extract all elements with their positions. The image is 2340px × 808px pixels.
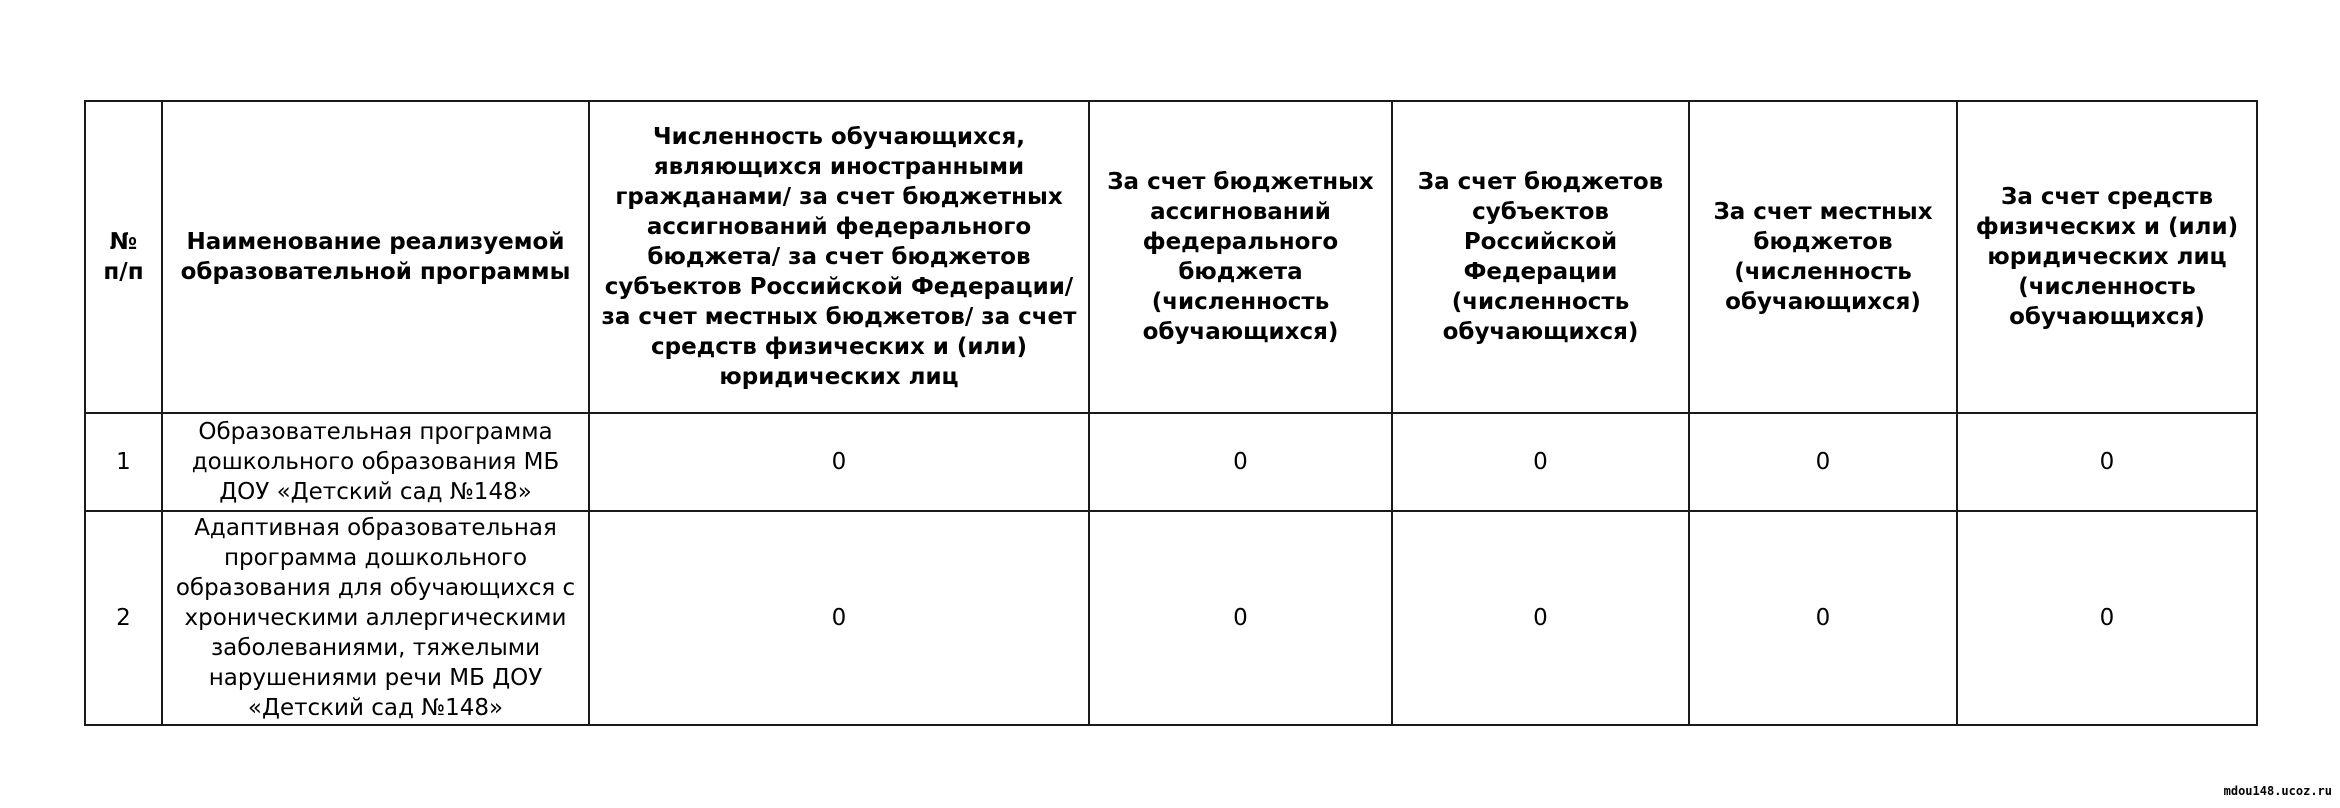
- header-federal-budget: За счет бюджетных ассигнований федерального бюджета (численность обучающихся): [1089, 101, 1392, 413]
- header-program-name: Наименование реализуемой образовательной программы: [162, 101, 589, 413]
- row-regional-value: 0: [1392, 511, 1689, 725]
- table-header: [85, 101, 2257, 413]
- header-private-funds: За счет средств физических и (или) юридических лиц (численность обучающихся): [1957, 101, 2257, 413]
- row-federal-value: 0: [1089, 413, 1392, 511]
- programs-table: [84, 100, 2258, 726]
- header-row: [85, 101, 2257, 413]
- row-private-value: 0: [1957, 413, 2257, 511]
- row-number: 2: [85, 511, 162, 725]
- row-regional-value: 0: [1392, 413, 1689, 511]
- header-number: № п/п: [85, 101, 162, 413]
- table-row: [85, 511, 2257, 725]
- header-regional-budget: За счет бюджетов субъектов Российской Федерации (численность обучающихся): [1392, 101, 1689, 413]
- row-foreign-value: 0: [589, 511, 1089, 725]
- row-local-value: 0: [1689, 413, 1957, 511]
- row-federal-value: 0: [1089, 511, 1392, 725]
- site-watermark: mdou148.ucoz.ru: [2223, 784, 2332, 798]
- header-local-budget: За счет местных бюджетов (численность обучающихся): [1689, 101, 1957, 413]
- row-number: 1: [85, 413, 162, 511]
- header-foreign-students: Численность обучающихся, являющихся иностранными гражданами/ за счет бюджетных ассигнований федерального бюджета/ за счет бюджетов субъектов Российской Федерации/ за счет местных бюджетов/ за счет средств физических и (или) юридических лиц: [589, 101, 1089, 413]
- row-program-name: Адаптивная образовательная программа дошкольного образования для обучающихся с хроническими аллергическими заболеваниями, тяжелыми нарушениями речи МБ ДОУ «Детский сад №148»: [162, 511, 589, 725]
- row-private-value: 0: [1957, 511, 2257, 725]
- row-local-value: 0: [1689, 511, 1957, 725]
- row-foreign-value: 0: [589, 413, 1089, 511]
- table-row: [85, 413, 2257, 511]
- table-body: [85, 413, 2257, 725]
- row-program-name: Образовательная программа дошкольного образования МБ ДОУ «Детский сад №148»: [162, 413, 589, 511]
